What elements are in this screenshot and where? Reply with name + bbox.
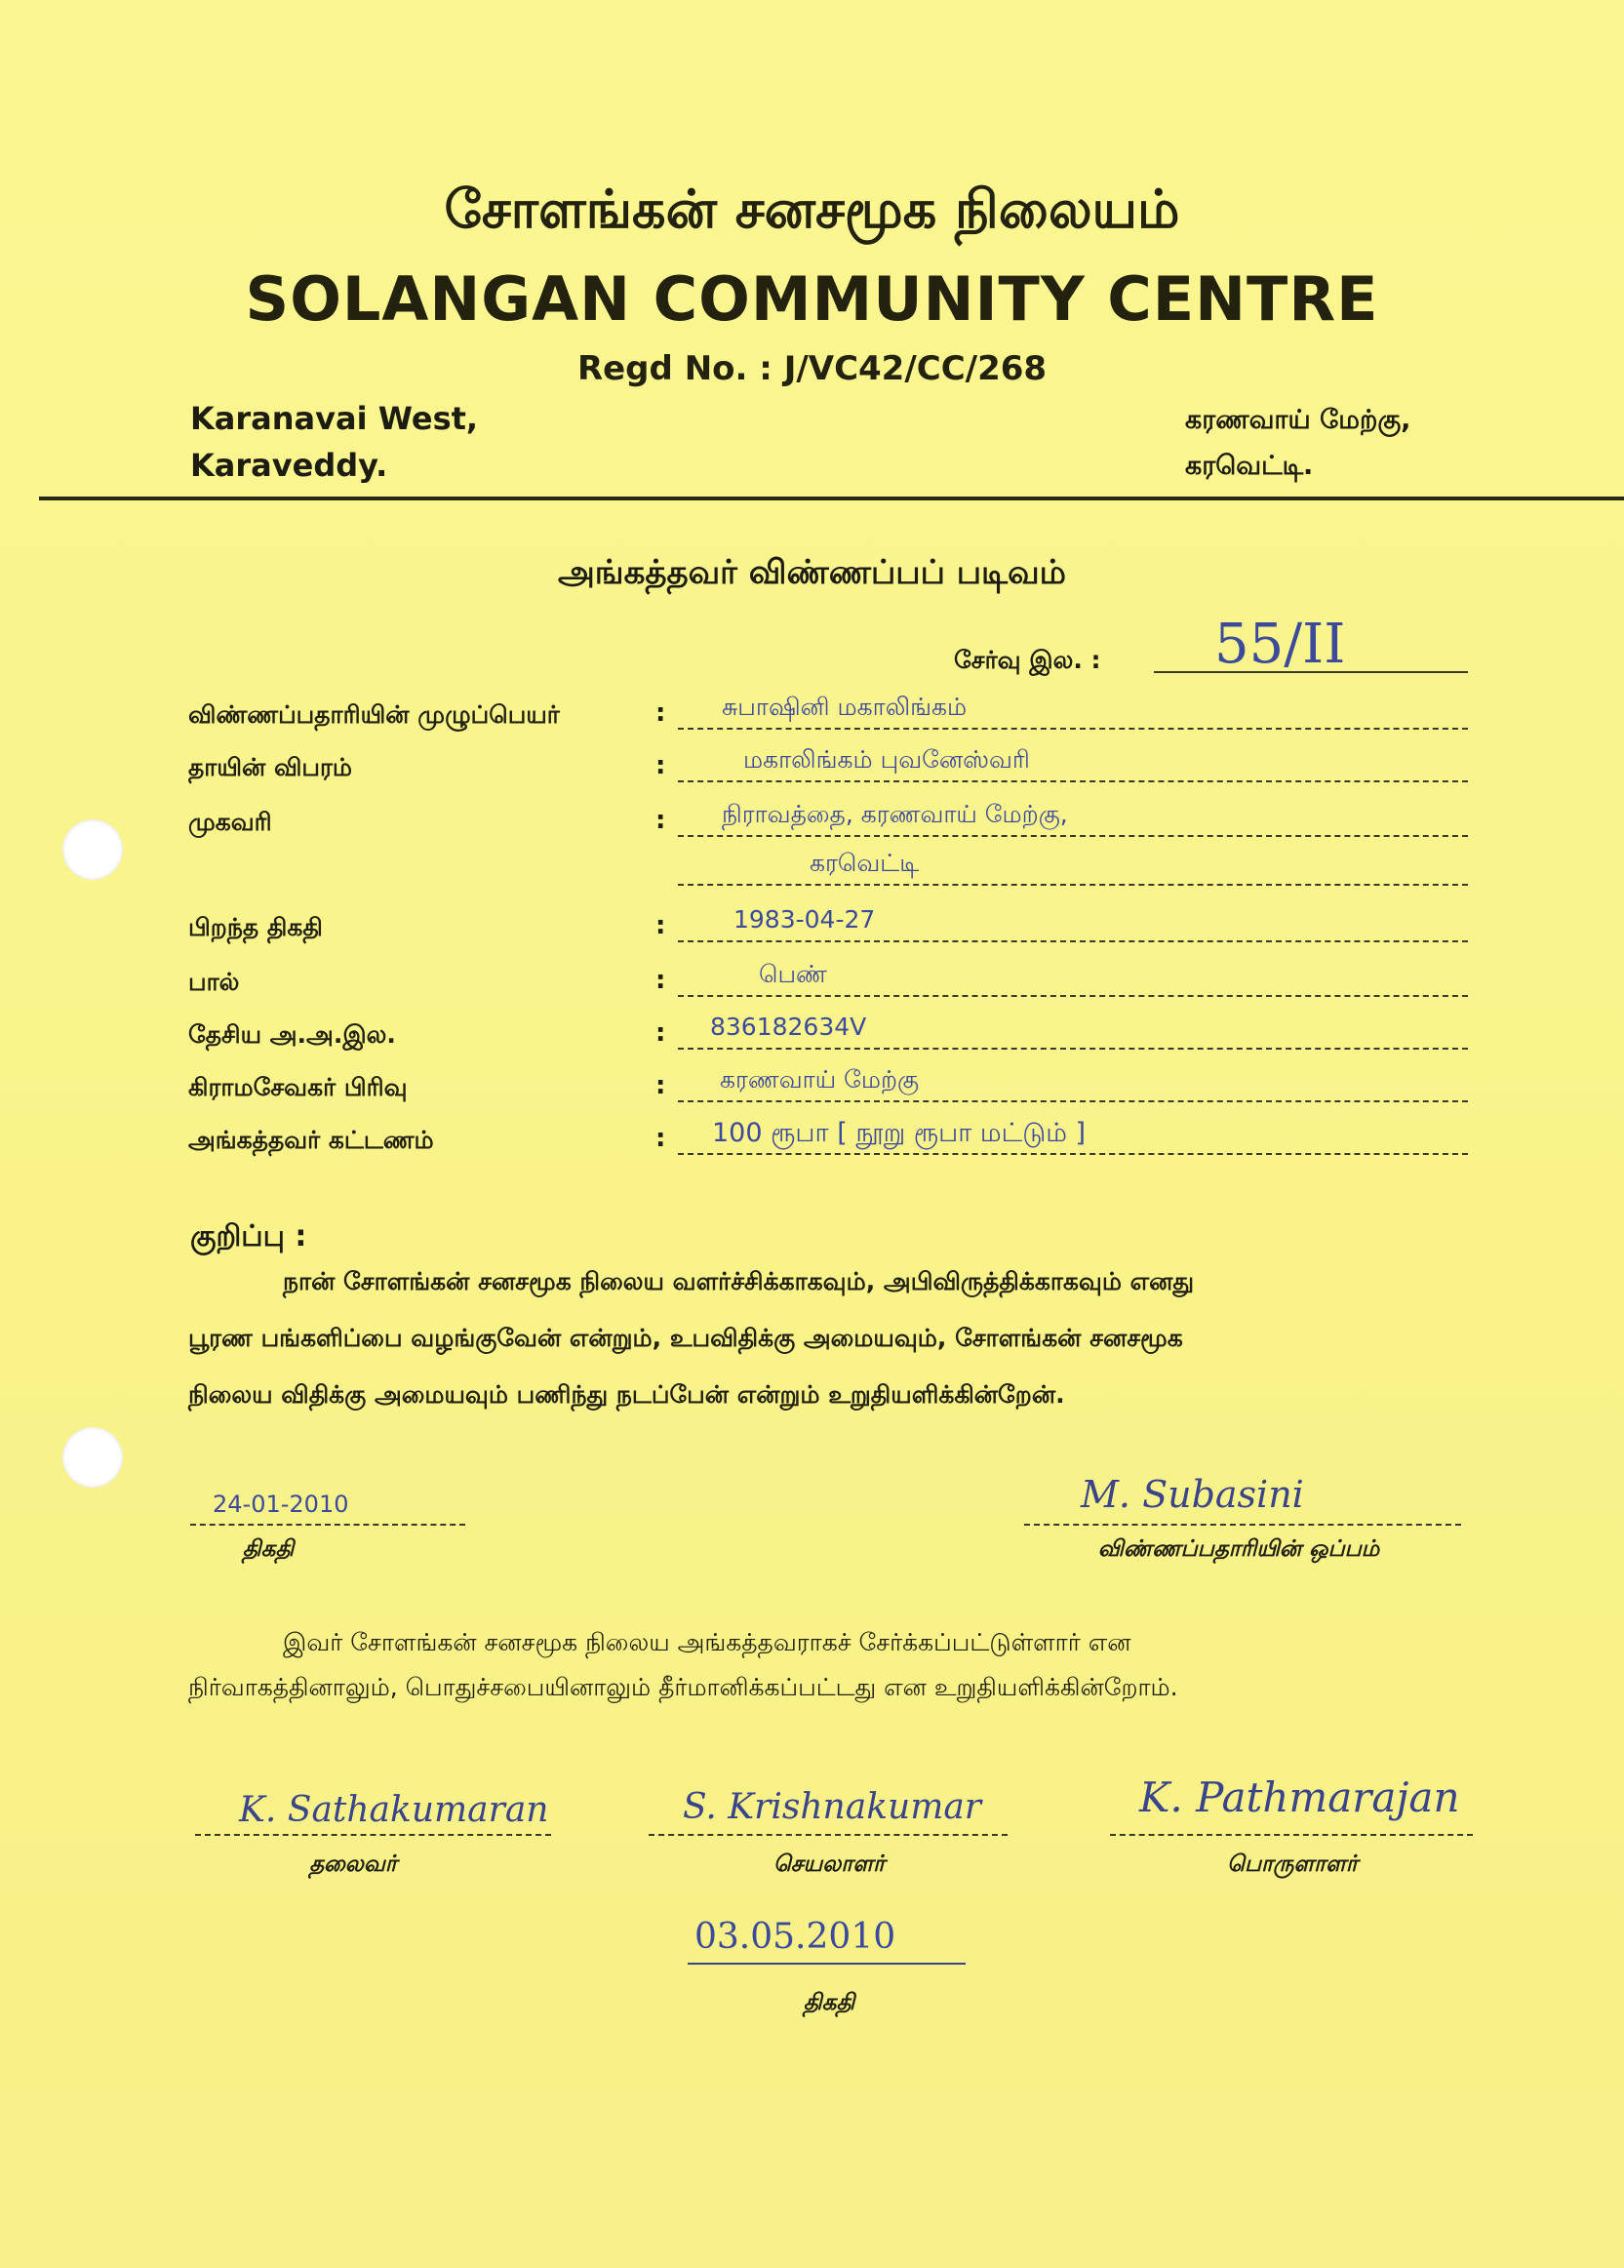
membership-fee-colon: : xyxy=(655,1124,666,1153)
address-right-line2: கரவெட்டி. xyxy=(1185,451,1314,481)
org-name-tamil: சோளங்கன் சனசமூக நிலையம் xyxy=(444,179,1180,240)
address-left-line2: Karaveddy. xyxy=(190,447,388,484)
treasurer-signature: K. Pathmarajan xyxy=(1139,1773,1460,1821)
gn-division-label: கிராமசேவகர் பிரிவு xyxy=(188,1073,408,1101)
membership-fee-label: அங்கத்தவர் கட்டணம் xyxy=(188,1126,434,1154)
mother-details-colon: : xyxy=(655,751,666,780)
address-value-line2: கரவெட்டி xyxy=(810,849,920,877)
note-heading: குறிப்பு : xyxy=(190,1219,307,1253)
address-right-line1: கரணவாய் மேற்கு, xyxy=(1185,405,1411,435)
membership-no-value: 55/II xyxy=(1214,613,1346,676)
mother-details-value: மகாலிங்கம் புவனேஸ்வரி xyxy=(743,745,1030,774)
membership-no-label: சேர்வு இல. : xyxy=(954,646,1101,674)
gn-division-colon: : xyxy=(655,1071,666,1100)
punch-hole-bottom xyxy=(62,1427,123,1488)
applicant-signature: M. Subasini xyxy=(1081,1473,1304,1516)
address-colon: : xyxy=(655,806,666,835)
header-divider xyxy=(39,497,1624,500)
address-label: முகவரி xyxy=(188,808,272,836)
full-name-colon: : xyxy=(655,698,666,728)
treasurer-caption: பொருளாளர் xyxy=(1227,1851,1358,1877)
note-line2: பூரண பங்களிப்பை வழங்குவேன் என்றும், உபவிதிக்கு அமையவும், சோளங்கன் சனசமூக xyxy=(188,1324,1183,1352)
note-line1: நான் சோளங்கன் சனசமூக நிலைய வளர்ச்சிக்காகவும், அபிவிருத்திக்காகவும் எனது xyxy=(283,1267,1195,1295)
final-date-caption: திகதி xyxy=(803,1990,855,2015)
dob-label: பிறந்த திகதி xyxy=(188,913,323,941)
nic-colon: : xyxy=(655,1018,666,1048)
address-field-line2[interactable] xyxy=(678,851,1468,886)
address-left-line1: Karanavai West, xyxy=(190,400,479,437)
nic-value: 836182634V xyxy=(710,1013,867,1041)
mother-details-label: தாயின் விபரம் xyxy=(188,753,353,781)
final-date-value: 03.05.2010 xyxy=(694,1917,896,1957)
applicant-date-value: 24-01-2010 xyxy=(213,1491,349,1518)
gender-colon: : xyxy=(655,966,666,995)
registration-number: Regd No. : J/VC42/CC/268 xyxy=(576,349,1048,388)
secretary-signature: S. Krishnakumar xyxy=(683,1787,981,1827)
gender-value: பெண் xyxy=(759,960,827,988)
president-caption: தலைவர் xyxy=(309,1851,397,1877)
approval-line2: நிர்வாகத்தினாலும், பொதுச்சபையினாலும் தீர்மானிக்கப்பட்டது என உறுதியளிக்கின்றோம். xyxy=(188,1673,1178,1701)
president-signature: K. Sathakumaran xyxy=(239,1790,549,1830)
form-title: அங்கத்தவர் விண்ணப்பப் படிவம் xyxy=(558,553,1066,592)
full-name-label: விண்ணப்பதாரியின் முழுப்பெயர் xyxy=(188,700,560,729)
applicant-date-caption: திகதி xyxy=(242,1536,295,1562)
gender-label: பால் xyxy=(188,968,240,996)
membership-fee-value: 100 ரூபா [ நூறு ரூபா மட்டும் ] xyxy=(712,1118,1087,1148)
secretary-caption: செயலாளர் xyxy=(772,1851,886,1877)
gn-division-value: கரணவாய் மேற்கு xyxy=(720,1065,920,1094)
address-value-line1: நிராவத்தை, கரணவாய் மேற்கு, xyxy=(722,800,1068,828)
punch-hole-top xyxy=(62,819,123,880)
dob-value: 1983-04-27 xyxy=(733,905,876,934)
org-name-english: SOLANGAN COMMUNITY CENTRE xyxy=(245,263,1379,335)
applicant-signature-caption: விண்ணப்பதாரியின் ஒப்பம் xyxy=(1097,1536,1380,1562)
nic-label: தேசிய அ.அ.இல. xyxy=(188,1020,396,1049)
approval-line1: இவர் சோளங்கன் சனசமூக நிலைய அங்கத்தவராகச் சேர்க்கப்பட்டுள்ளார் என xyxy=(283,1628,1131,1656)
full-name-value: சுபாஷினி மகாலிங்கம் xyxy=(722,693,968,721)
note-line3: நிலைய விதிக்கு அமையவும் பணிந்து நடப்பேன் என்றும் உறுதியளிக்கின்றேன். xyxy=(188,1380,1065,1409)
dob-colon: : xyxy=(655,911,666,940)
